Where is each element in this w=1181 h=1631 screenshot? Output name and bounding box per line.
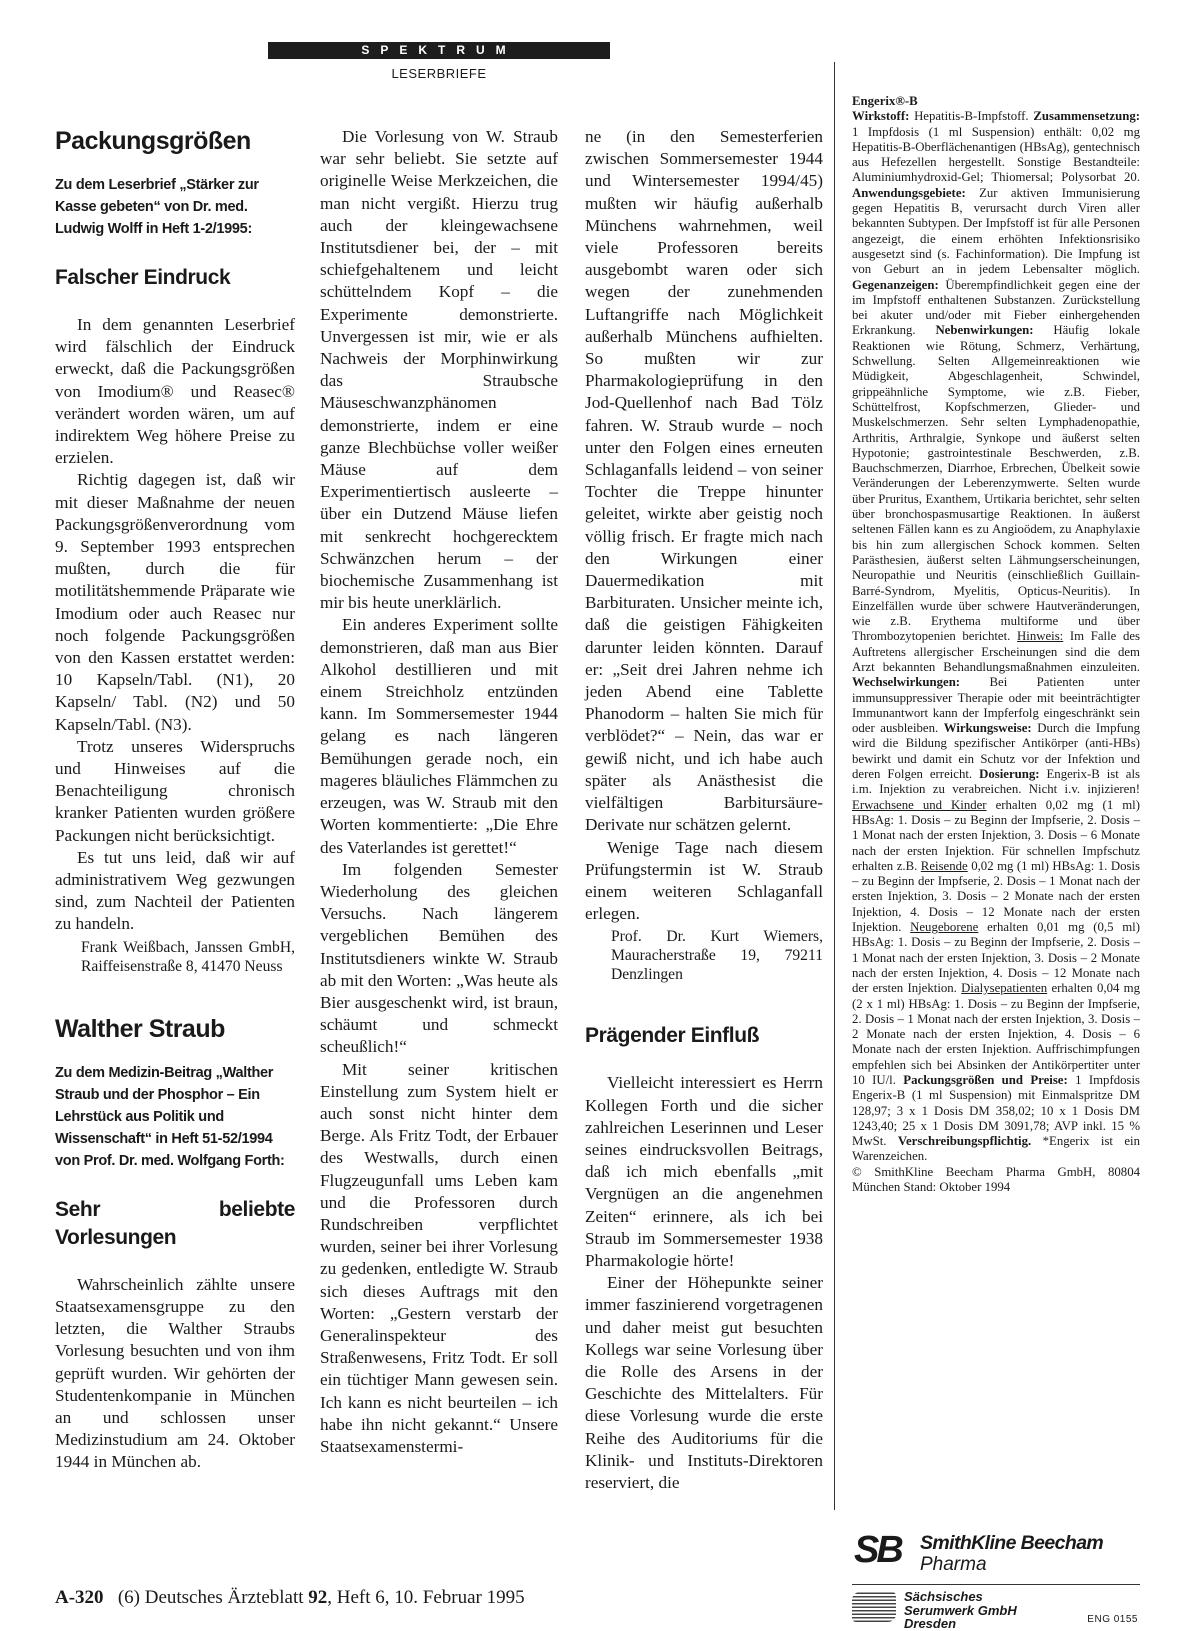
paragraph: Einer der Höhepunkte seiner immer faszinierend vorgetragenen und daher meist gut besuchten Kollegs war seine Vorlesung über die Rolle des Arsens in der Geschichte des Mittelalters. Für diese Vorlesung wurde die erste Reihe des Auditoriums für die Klinik- und Instituts-Direktoren reserviert, die — [585, 1273, 823, 1492]
product-name: Engerix®-B — [852, 94, 918, 108]
smithkline-beecham-logo — [852, 1528, 1140, 1580]
paragraph: ne (in den Semesterferien zwischen Sommersemester 1944 und Wintersemester 1994/45) mußten wir häufig außerhalb Münchens wahrnehmen, weil viele Professoren bereits ausgebombt waren oder sich wegen der zunehmenden Luftangriffe nach Möglichkeit außerhalb Münchens aufhielten. So mußten wir zur Pharmakologieprüfung in den Jod-Quellenhof nach Bad Tölz fahren. W. Straub wurde – noch unter den Folgen eines erneuten Schlaganfalls leidend – von seiner Tochter die Treppe hinunter geleitet, wirkte aber geistig noch völlig frisch. Er fragte mich nach den Wirkungen einer Dauermedikation mit Barbituraten. Unsicher meinte ich, daß die geistigen Fähigkeiten darunter leiden könnten. Darauf er: „Seit drei Jahren nehme ich jeden Abend eine Tablette Phanodorm – halten Sie mich für verblödet?“ – Nein, das war er gewiß nicht, und ich habe auch später als Anästhesist die vielfältigen Barbitursäure-Derivate nur schätzen gelernt. — [585, 127, 823, 835]
serumwerk-line: Dresden — [904, 1616, 957, 1631]
pharma-info-box — [852, 94, 1140, 1195]
pi-label: Anwendungsgebiete: — [852, 185, 966, 200]
article-title: Walther Straub — [55, 1014, 225, 1043]
serumwerk-line: Sächsisches — [904, 1589, 983, 1604]
pi-label: Verschreibungspflichtig. — [897, 1134, 1032, 1149]
paragraph: Richtig dagegen ist, daß wir mit dieser Maßnahme der neuen Packungsgrößenverordnung vom 9. September 1993 entsprechen mußten, durch die für motilitätshemmende Präparate wie Imodium oder auch Reasec nur noch folgende Packungsgrößen von den Kassen erstattet werden: 10 Kapseln/Tabl. (N1), 20 Kapseln/ Tabl. (N2) und 50 Kapseln/Tabl. (N3). — [55, 470, 295, 734]
pi-label: Wirkstoff: — [852, 109, 910, 124]
paragraph: Vielleicht interessiert es Herrn Kollegen Forth und die sicher zahlreichen Leserinnen und Leser seines eindrucksvollen Beitrags, daß ich mich ebenfalls „mit Vergnügen an die angenehmen Zeiten“ erinnere, als ich bei Straub im Sommersemester 1938 Pharmakologie hörte! — [585, 1073, 823, 1270]
paragraph: Im folgenden Semester Wiederholung des gleichen Versuchs. Nach längerem vergeblichen Bemühen des Institutsdieners winkte W. Straub ab mit den Worten: „Was heute als Bier ausgeschenkt wird, ist braun, schäumt und schmeckt scheußlich!“ — [320, 859, 558, 1057]
citation-issue: , Heft 6, 10. Februar 1995 — [327, 1587, 525, 1608]
pi-label: Erwachsene und Kinder — [852, 797, 987, 812]
pi-text: erhalten 0,01 mg (0,5 ml) HBsAg: 1. Dosis – zu Beginn der Impfserie, 2. Dosis – 1 Monat nach der ersten Injektion, 3. Dosis – 2 Monate nach der ersten Injektion, 4. Dosis – 12 Monate nach der ersten Injektion. — [852, 920, 1140, 996]
column-2 — [320, 126, 558, 1458]
pi-label: Wechselwirkungen: — [852, 675, 961, 690]
letter-heading: Prägender Einfluß — [585, 1024, 760, 1048]
article-title: Packungsgrößen — [55, 127, 251, 155]
paragraph: Die Vorlesung von W. Straub war sehr beliebt. Sie setzte auf originelle Weise Merkzeichen, die man nicht vergißt. Hierzu trug auch der kleingewachsene Institutsdiener bei, der – mit schiefgehaltenem und leicht schüttelndem Kopf – die Experimente demonstrierte. Unvergessen ist mir, wie er als Nachweis der Morphinwirkung das Straubsche Mäuseschwanzphänomen demonstrierte, indem er eine ganze Blechbüchse voller weißer Mäuse auf dem Experimentiertisch ausleerte – über ein Dutzend Mäuse liefen mit senkrecht hochgerecktem Schwänzchen herum – der biochemische Zusammenhang ist mir bis heute unerklärlich. — [320, 127, 558, 613]
pi-text: Hepatitis-B-Impfstoff. — [914, 109, 1029, 124]
pi-label: Zusammensetzung: — [1033, 109, 1140, 124]
article-intro: Zu dem Leserbrief „Stärker zur Kasse gebeten“ von Dr. med. Ludwig Wolff in Heft 1-2/1995: — [55, 177, 259, 237]
paragraph: In dem genannten Leserbrief wird fälschlich der Eindruck erweckt, daß die Packungsgrößen von Imodium® und Reasec® verändert worden wären, um auf indirektem Weg höhere Preise zu erzielen. — [55, 315, 295, 468]
pi-label: Packungsgrößen und Preise: — [903, 1073, 1068, 1087]
sb-logo-icon: SB — [854, 1529, 901, 1571]
pi-text: Überempfindlichkeit gegen eine der im Impfstoff enthaltenen Substanzen. Zurückstellung bei akuter und/oder mit Fieber einhergehenden Erkrankung. — [852, 277, 1140, 338]
pi-text: Häufig lokale Reaktionen wie Rötung, Schmerz, Verhärtung, Schwellung. Selten Allgemeinreaktionen wie Müdigkeit, Abgeschlagenheit, Schwindel, grippeähnliche Symptome, wie z.B. Fieber, Schüttelfrost, Kopfschmerzen, Glieder- und Muskelschmerzen. Sehr selten Lymphadenopathie, Arthritis, Arthralgie, Synkope und äußerst selten Hypotonie; gastrointestinale Beschwerden, z.B. Bauchschmerzen, Diarrhoe, Erbrechen, Übelkeit sowie Veränderungen der Leberenzymwerte. Selten wurde über Pruritus, Exanthem, Urtikaria berichtet, sehr selten über bronchospasmusartige Reaktionen. In äußerst seltenen Fällen kann es zu Angioödem, zu Anaphylaxie bis hin zum allergischen Schock kommen. Selten Parästhesien, äußerst selten Lähmungserscheinungen, Neuropathie und Neuritis (einschließlich Guillain-Barré-Syndrom, Myelitis, Opticus-Neuritis). In Einzelfällen wurde über schwere Hautveränderungen, wie z.B. Erythema multiforme und über Thrombozytopenien berichtet. — [852, 323, 1140, 644]
letter-signature: Frank Weißbach, Janssen GmbH, Raiffeisenstraße 8, 41470 Neuss — [81, 938, 295, 975]
pi-text: *Engerix ist ein Warenzeichen. — [852, 1134, 1141, 1164]
pi-label: Wirkungsweise: — [943, 721, 1032, 736]
pi-text: erhalten 0,04 mg (2 x 1 ml) HBsAg: 1. Dosis – zu Beginn der Impfserie, 2. Dosis – 1 Monat nach der ersten Injektion, 3. Dosis – 2 Monate nach der ersten Injektion, 4. Dosis – 6 Monate nach der ersten Injektion. Auffrischimpfungen empfehlen sich bei Absinken der Antikörpertiter unter 10 IU/l. — [852, 981, 1140, 1087]
pi-label: Hinweis: — [1017, 629, 1064, 644]
serumwerk-name — [904, 1590, 1017, 1631]
letter-signature: Prof. Dr. Kurt Wiemers, Mauracherstraße 19, 79211 Denzlingen — [611, 928, 823, 984]
pi-text: Zur aktiven Immunisierung gegen Hepatitis B, verursacht durch Viren aller bekannten Subtypen. Der Impfstoff ist für alle Personen angezeigt, die einem erhöhten Infektionsrisiko ausgesetzt sind (s. Fachinformation). Die Impfung ist von Geburt an in jedem Lebensalter möglich. — [852, 185, 1140, 277]
pi-text: Durch die Impfung wird die Bildung spezifischer Antikörper (anti-HBs) bewirkt und damit ein Schutz vor der Infektion und deren Folgen erreicht. — [852, 721, 1140, 782]
section-header-bar: SPEKTRUM — [268, 42, 610, 59]
article-intro: Zu dem Medizin-Beitrag „Walther Straub und der Phosphor – Ein Lehrstück aus Politik und Wissenschaft“ in Heft 51-52/1994 von Prof. Dr. med. Wolfgang Forth: — [55, 1064, 285, 1169]
page-number: A-320 — [55, 1587, 104, 1608]
section-subheader: LESERBRIEFE — [391, 66, 487, 81]
column-3 — [585, 126, 823, 1494]
volume-number: 92 — [308, 1587, 328, 1608]
pi-label: Reisende — [920, 858, 968, 873]
letter-heading: Falscher Eindruck — [55, 266, 231, 289]
letter-heading: Sehr beliebte Vorlesungen — [55, 1197, 295, 1249]
serumwerk-logo — [852, 1589, 1140, 1631]
serumwerk-emblem-icon — [852, 1592, 896, 1622]
serumwerk-line: Serumwerk GmbH — [904, 1602, 1017, 1618]
pi-text: Engerix-B ist als i.m. Injektion zu verabreichen. Nicht i.v. injizieren! — [852, 767, 1140, 797]
pi-label: Neugeborene — [910, 920, 979, 935]
pi-label: Dosierung: — [979, 767, 1040, 782]
pi-text: Bei Patienten unter immunsuppressiver Therapie oder mit beeinträchtigter Immunantwort kann der Impferfolg eingeschränkt sein oder ausbleiben. — [852, 675, 1140, 736]
paragraph: Mit seiner kritischen Einstellung zum System hielt er auch sonst nicht hinter dem Berge. Als Fritz Todt, der Erbauer des Westwalls, durch einen Flugzeugunfall ums Leben kam und die Professoren durch Rundschreiben verpflichtet wurden, seiner bei ihrer Vorlesung zu gedenken, entledigte W. Straub sich dieses Auftrags mit den Worten: „Gestern verstarb der Generalinspekteur des Straßenwesens, Fritz Todt. Er soll ein tüchtiger Mann gewesen sein. Ich kann es nicht beurteilen – ich habe ihn nicht gekannt.“ Unsere Staatsexamenstermi- — [320, 1059, 558, 1456]
company-division: Pharma — [920, 1554, 987, 1575]
pi-label: Dialysepatienten — [961, 981, 1048, 996]
logo-divider — [852, 1584, 1140, 1585]
paragraph: Trotz unseres Widerspruchs und Hinweises auf die Benachteiligung chronisch kranker Patienten wurden größere Packungen nicht berücksichtigt. — [55, 736, 295, 845]
page-footer — [55, 1587, 525, 1609]
pi-label: Nebenwirkungen: — [935, 323, 1034, 338]
pi-text: 0,02 mg (1 ml) HBsAg: 1. Dosis – zu Beginn der Impfserie, 2. Dosis – 1 Monat nach der ersten Injektion, 3. Dosis – 2 Monate nach der ersten Injektion, 4. Dosis – 12 Monate nach der ersten Injektion. — [852, 858, 1140, 935]
pi-text: 1 Impfdosis (1 ml Suspension) enthält: 0,02 mg Hepatitis-B-Oberflächenantigen (HBsAg), gentechnisch aus Hefezellen hergestellt. Sonstige Bestandteile: Aluminiumhydroxid-Gel; Thiomersal; Polysorbat 20. — [852, 124, 1140, 185]
pi-label: Gegenanzeigen: — [852, 277, 939, 292]
paragraph: Wenige Tage nach diesem Prüfungstermin ist W. Straub einem weiteren Schlaganfall erlegen. — [585, 837, 823, 924]
pi-copyright: © SmithKline Beecham Pharma GmbH, 80804 München Stand: Oktober 1994 — [852, 1164, 1140, 1195]
spacer — [585, 984, 823, 1022]
citation: (6) Deutsches Ärzteblatt — [117, 1587, 304, 1608]
pi-text: erhalten 0,02 mg (1 ml) HBsAg: 1. Dosis – zu Beginn der Impfserie, 2. Dosis – 1 Monat nach der ersten Injektion, 3. Dosis – 6 Monate nach der ersten Injektion. Für schnellen Impfschutz erhalten z.B. — [852, 797, 1140, 873]
column-1 — [55, 126, 295, 1474]
ad-code: ENG 0155 — [1087, 1614, 1138, 1625]
pi-text: 1 Impfdosis Engerix-B (1 ml Suspension) mit Einmalspritze DM 128,97; 3 x 1 Dosis DM 358,02; 10 x 1 Dosis DM 1243,40; 25 x 1 Dosis DM 3091,78; AVP inkl. 15 % MwSt. — [852, 1073, 1141, 1149]
paragraph: Wahrscheinlich zählte unsere Staatsexamensgruppe zu den letzten, die Walther Straubs Vorlesung besuchten und von ihm geprüft wurden. Wir gehörten der Studentenkompanie in München an und schlossen unser Medizinstudium am 24. Oktober 1944 in München ab. — [55, 1274, 295, 1472]
company-name: SmithKline Beecham — [920, 1532, 1104, 1554]
column-divider — [834, 62, 835, 1510]
pi-text: Im Falle des Auftretens allergischer Erscheinungen sind die dem Arzt bekannten Behandlungsmaßnahmen einzuleiten. — [852, 629, 1141, 674]
spacer — [55, 976, 295, 1014]
paragraph: Es tut uns leid, daß wir auf administrativem Weg gezwungen sind, zum Nachteil der Patienten zu handeln. — [55, 847, 295, 934]
paragraph: Ein anderes Experiment sollte demonstrieren, daß man aus Bier Alkohol destillieren und mit einem Streichholz entzünden kann. Im Sommersemester 1944 gelang es nach längeren Bemühungen gerade noch, ein mageres bläuliches Flämmchen zu erzeugen, was W. Straub mit den Worten kommentierte: „Die Ehre des Vaterlandes ist gerettet!“ — [320, 615, 558, 857]
